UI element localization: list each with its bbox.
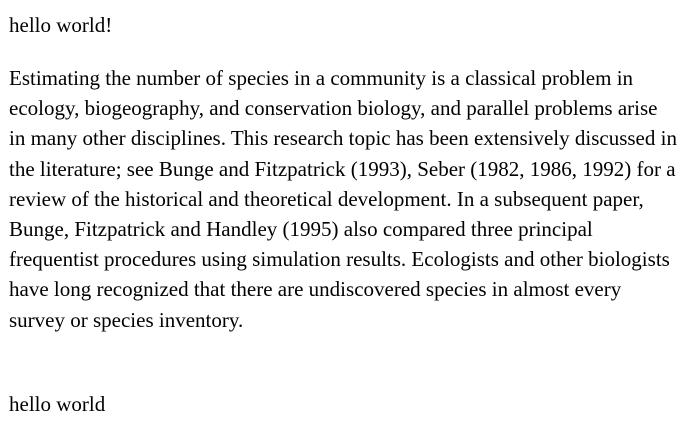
body-paragraph: Estimating the number of species in a community is a classical problem in ecology, biogeography, and conservation biology, and parallel problems arise in many other disciplines. This research topic has been extensively discussed in the literature; see Bunge and Fitzpatrick (1993), Seber (1982, 1986, 1992) for a review of the historical and theoretical development. In a subsequent paper, Bunge, Fitzpatrick and Handley (1995) also compared three principal frequentist procedures using simulation results. Ecologists and other biologists have long recognized that there are undiscovered species in almost every survey or species inventory. — [9, 66, 677, 332]
top-text: hello world! — [9, 13, 113, 37]
bottom-text: hello world — [9, 392, 106, 416]
